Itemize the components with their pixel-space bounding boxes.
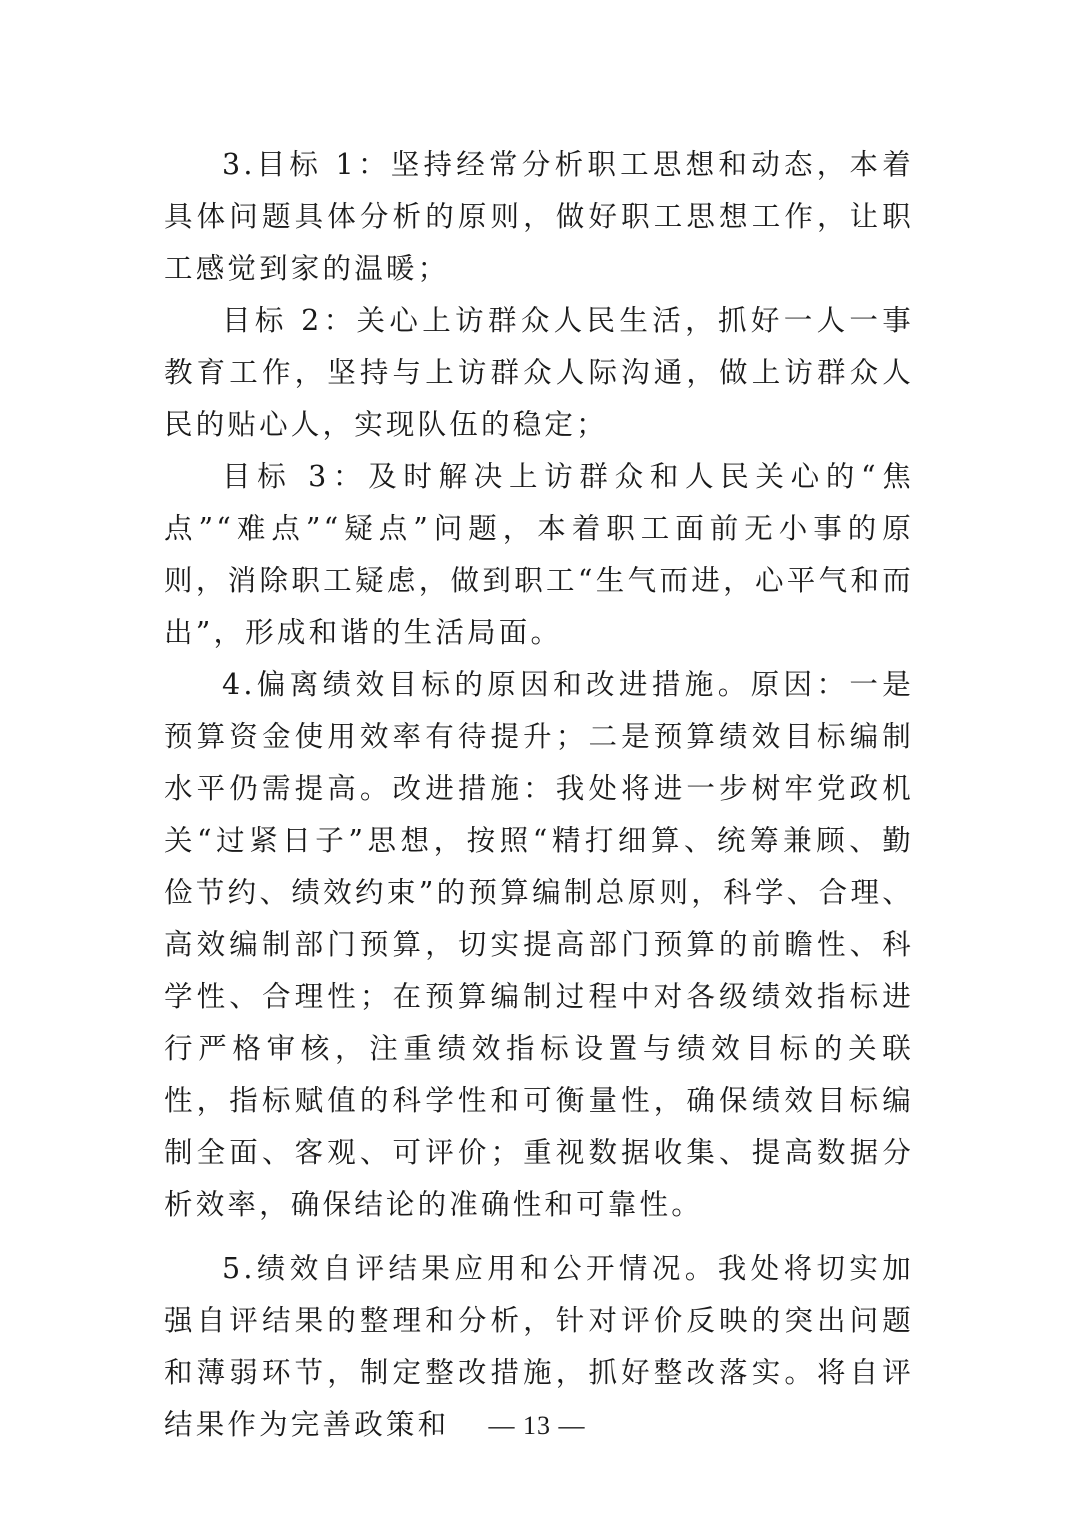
paragraph-deviation-reasons: 4.偏离绩效目标的原因和改进措施。原因：一是预算资金使用效率有待提升；二是预算绩效目标编制水平仍需提高。改进措施：我处将进一步树牢党政机关“过紧日子”思想，按照“精打细算、统筹兼顾、勤俭节约、绩效约束”的预算编制总原则，科学、合理、高效编制部门预算，切实提高部门预算的前瞻性、科学性、合理性；在预算编制过程中对各级绩效指标进行严格审核，注重绩效指标设置与绩效目标的关联性，指标赋值的科学性和可衡量性，确保绩效目标编制全面、客观、可评价；重视数据收集、提高数据分析效率，确保结论的准确性和可靠性。 bbox=[164, 668, 914, 1221]
paragraph-goal-3: 目标 3：及时解决上访群众和人民关心的“焦点”“难点”“疑点”问题，本着职工面前无小事的原则，消除职工疑虑，做到职工“生气而进，心平气和而出”，形成和谐的生活局面。 bbox=[164, 460, 914, 649]
paragraph-self-evaluation-results: 5.绩效自评结果应用和公开情况。我处将切实加强自评结果的整理和分析，针对评价反映的突出问题和薄弱环节，制定整改措施，抓好整改落实。将自评结果作为完善政策和 bbox=[164, 1252, 914, 1441]
page-number: — 13 — bbox=[488, 1411, 586, 1440]
document-body bbox=[164, 139, 914, 1451]
paragraph-goal-2: 目标 2：关心上访群众人民生活，抓好一人一事教育工作，坚持与上访群众人际沟通，做上访群众人民的贴心人，实现队伍的稳定； bbox=[164, 304, 914, 441]
paragraph-goal-1: 3.目标 1：坚持经常分析职工思想和动态，本着具体问题具体分析的原则，做好职工思想工作，让职工感觉到家的温暖； bbox=[164, 148, 914, 285]
